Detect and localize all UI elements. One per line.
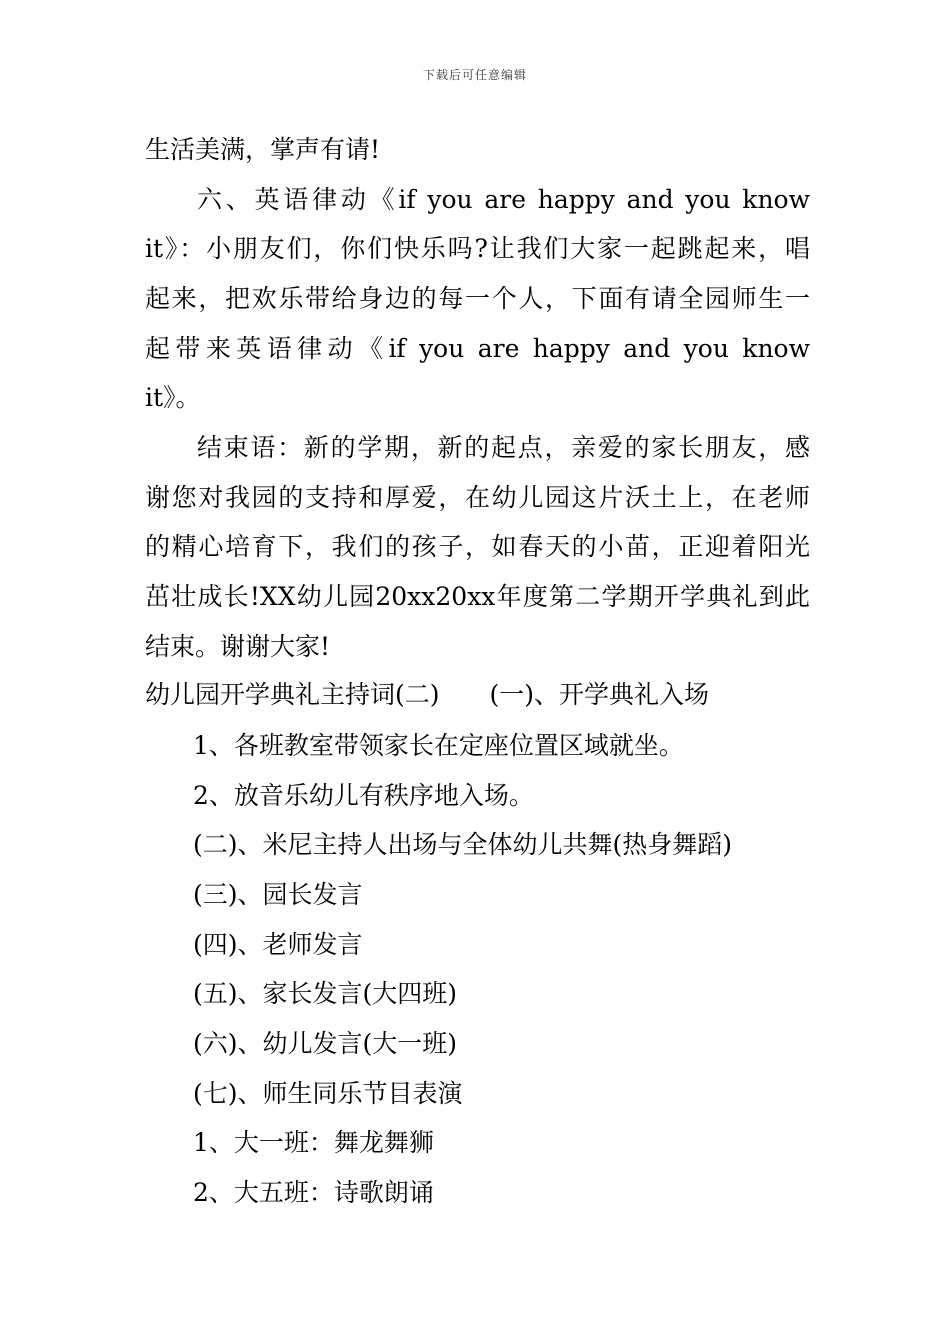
text-line-6: it》。 (145, 383, 201, 412)
header-note: 下载后可任意编辑 (422, 68, 527, 82)
text-line-5: 起带来英语律动《if you are happy and you know (145, 334, 810, 363)
text-line-2: 六、英语律动《if you are happy and you know (197, 185, 810, 214)
text-line-21: 1、大一班：舞龙舞狮 (193, 1128, 434, 1157)
text-line-10: 茁壮成长!XX幼儿园20xx20xx年度第二学期开学典礼到此 (145, 582, 810, 611)
text-line-17: (四)、老师发言 (193, 930, 363, 959)
text-line-9: 的精心培育下，我们的孩子，如春天的小苗，正迎着阳光 (145, 532, 810, 561)
text-line-14: 2、放音乐幼儿有秩序地入场。 (193, 781, 534, 810)
text-line-18: (五)、家长发言(大四班) (193, 979, 458, 1008)
text-line-20: (七)、师生同乐节目表演 (193, 1079, 463, 1108)
text-line-19: (六)、幼儿发言(大一班) (193, 1029, 458, 1058)
text-line-4: 起来，把欢乐带给身边的每一个人，下面有请全园师生一 (145, 284, 810, 313)
text-line-8: 谢您对我园的支持和厚爱，在幼儿园这片沃土上，在老师 (145, 483, 810, 512)
text-line-1: 生活美满，掌声有请! (145, 135, 381, 164)
text-line-16: (三)、园长发言 (193, 880, 363, 909)
text-line-22: 2、大五班：诗歌朗诵 (193, 1178, 434, 1207)
text-line-13: 1、各班教室带领家长在定座位置区域就坐。 (193, 731, 684, 760)
section-heading: 幼儿园开学典礼主持词(二) (一)、开学典礼入场 (145, 680, 710, 709)
text-line-7: 结束语：新的学期，新的起点，亲爱的家长朋友，感 (197, 433, 810, 462)
text-line-15: (二)、米尼主持人出场与全体幼儿共舞(热身舞蹈) (193, 830, 733, 859)
text-line-3: it》：小朋友们，你们快乐吗?让我们大家一起跳起来，唱 (145, 234, 810, 263)
text-line-11: 结束。谢谢大家! (145, 632, 331, 661)
